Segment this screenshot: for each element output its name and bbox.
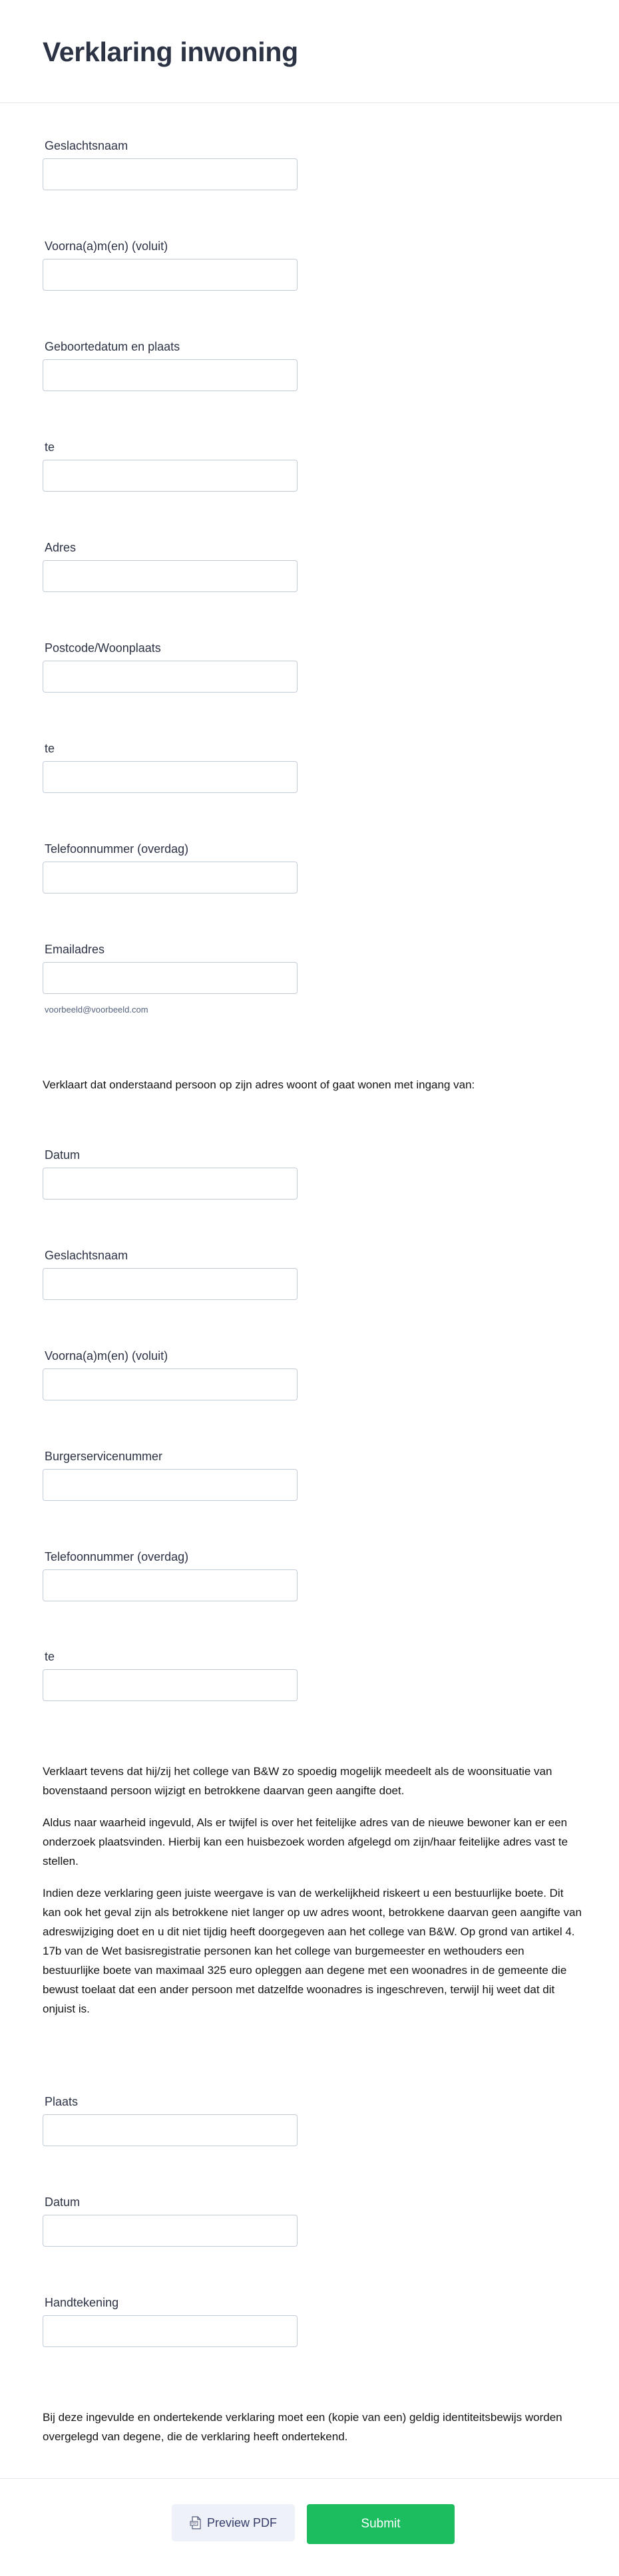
- field-label: te: [45, 742, 55, 755]
- field-label: te: [45, 1650, 55, 1663]
- field-label: Burgerservicenummer: [45, 1450, 163, 1463]
- closing-text-block: [43, 2408, 582, 2446]
- datum-input[interactable]: [43, 1168, 298, 1200]
- field-label: Voorna(a)m(en) (voluit): [45, 1349, 168, 1363]
- field-label: Geslachtsnaam: [45, 1249, 128, 1262]
- adres-input[interactable]: [43, 560, 298, 592]
- field-label: Datum: [45, 1148, 81, 1162]
- declaration-paragraph: Indien deze verklaring geen juiste weergave is van de werkelijkheid riskeert u een bestuurlijke boete. Dit kan ook het geval zijn als betrokkene niet langer op uw adres woont, betrokkene daarvan geen aangifte van adreswijziging doet en u dit niet tijdig heeft doorgegeven aan het college van B&W. Op grond van artikel 4. 17b van de Wet basisregistratie personen kan het college van burgemeester en wethouders een bestuurlijke boete van maximaal 325 euro opleggen aan degene met een woonadres in de gemeente die bewust toelaat dat een ander persoon met datzelfde woonadres is ingeschreven, terwijl hij weet dat dit onjuist is.: [43, 1887, 582, 2015]
- field-label: Datum: [45, 2195, 81, 2209]
- email-sublabel: voorbeeld@voorbeeld.com: [45, 1005, 148, 1015]
- plaats-input[interactable]: [43, 2114, 298, 2146]
- burgerservicenummer-input[interactable]: [43, 1469, 298, 1501]
- emailadres-input[interactable]: [43, 962, 298, 994]
- voornamen-input[interactable]: [43, 259, 298, 291]
- field-label: Geslachtsnaam: [45, 139, 128, 152]
- geslachtsnaam-input[interactable]: [43, 158, 298, 190]
- field-label: Postcode/Woonplaats: [45, 641, 161, 655]
- datum-input[interactable]: [43, 2215, 298, 2247]
- preview-pdf-label: Preview PDF: [206, 2515, 278, 2529]
- field-label: Voorna(a)m(en) (voluit): [45, 240, 168, 253]
- telefoonnummer-input[interactable]: [43, 1569, 298, 1601]
- te-input[interactable]: [43, 761, 298, 793]
- closing-text: Bij deze ingevulde en ondertekende verklaring moet een (kopie van een) geldig identiteitsbewijs worden overgelegd van degene, die de verklaring heeft ondertekend.: [43, 2411, 562, 2443]
- geslachtsnaam-input[interactable]: [43, 1268, 298, 1300]
- declaration-text-block: [43, 1762, 582, 2018]
- handtekening-input[interactable]: [43, 2315, 298, 2347]
- preview-pdf-button[interactable]: [172, 2504, 295, 2541]
- form-header: [0, 0, 619, 103]
- field-label: Geboortedatum en plaats: [45, 340, 180, 353]
- field-label: Telefoonnummer (overdag): [45, 1550, 189, 1563]
- intro-text-block: [43, 1075, 582, 1094]
- declaration-paragraph: Aldus naar waarheid ingevuld, Als er twijfel is over het feitelijke adres van de nieuwe bewoner kan er een onderzoek plaatsvinden. Hierbij kan een huisbezoek worden afgelegd om zijn/haar feitelijke adres vast te stellen.: [43, 1816, 568, 1867]
- postcode-woonplaats-input[interactable]: [43, 661, 298, 693]
- geboortedatum-input[interactable]: [43, 359, 298, 391]
- svg-text:PDF: PDF: [191, 2522, 197, 2526]
- declaration-paragraph: Verklaart tevens dat hij/zij het college van B&W zo spoedig mogelijk meedeelt als de woonsituatie van bovenstaand persoon wijzigt en betrokkene daarvan geen aangifte doet.: [43, 1765, 552, 1797]
- field-label: Adres: [45, 541, 77, 554]
- field-label: Telefoonnummer (overdag): [45, 842, 189, 856]
- voornamen-input[interactable]: [43, 1368, 298, 1400]
- submit-button[interactable]: Submit: [307, 2504, 455, 2544]
- field-label: Handtekening: [45, 2296, 119, 2309]
- intro-text: Verklaart dat onderstaand persoon op zijn adres woont of gaat wonen met ingang van:: [43, 1078, 475, 1091]
- page-title: Verklaring inwoning: [43, 37, 298, 67]
- telefoonnummer-input[interactable]: [43, 862, 298, 893]
- form-footer: [0, 2478, 619, 2576]
- field-label: Plaats: [45, 2095, 79, 2108]
- field-label: Emailadres: [45, 943, 105, 956]
- te-input[interactable]: [43, 1669, 298, 1701]
- te-input[interactable]: [43, 460, 298, 492]
- field-label: te: [45, 440, 55, 454]
- pdf-file-icon: [190, 2516, 202, 2529]
